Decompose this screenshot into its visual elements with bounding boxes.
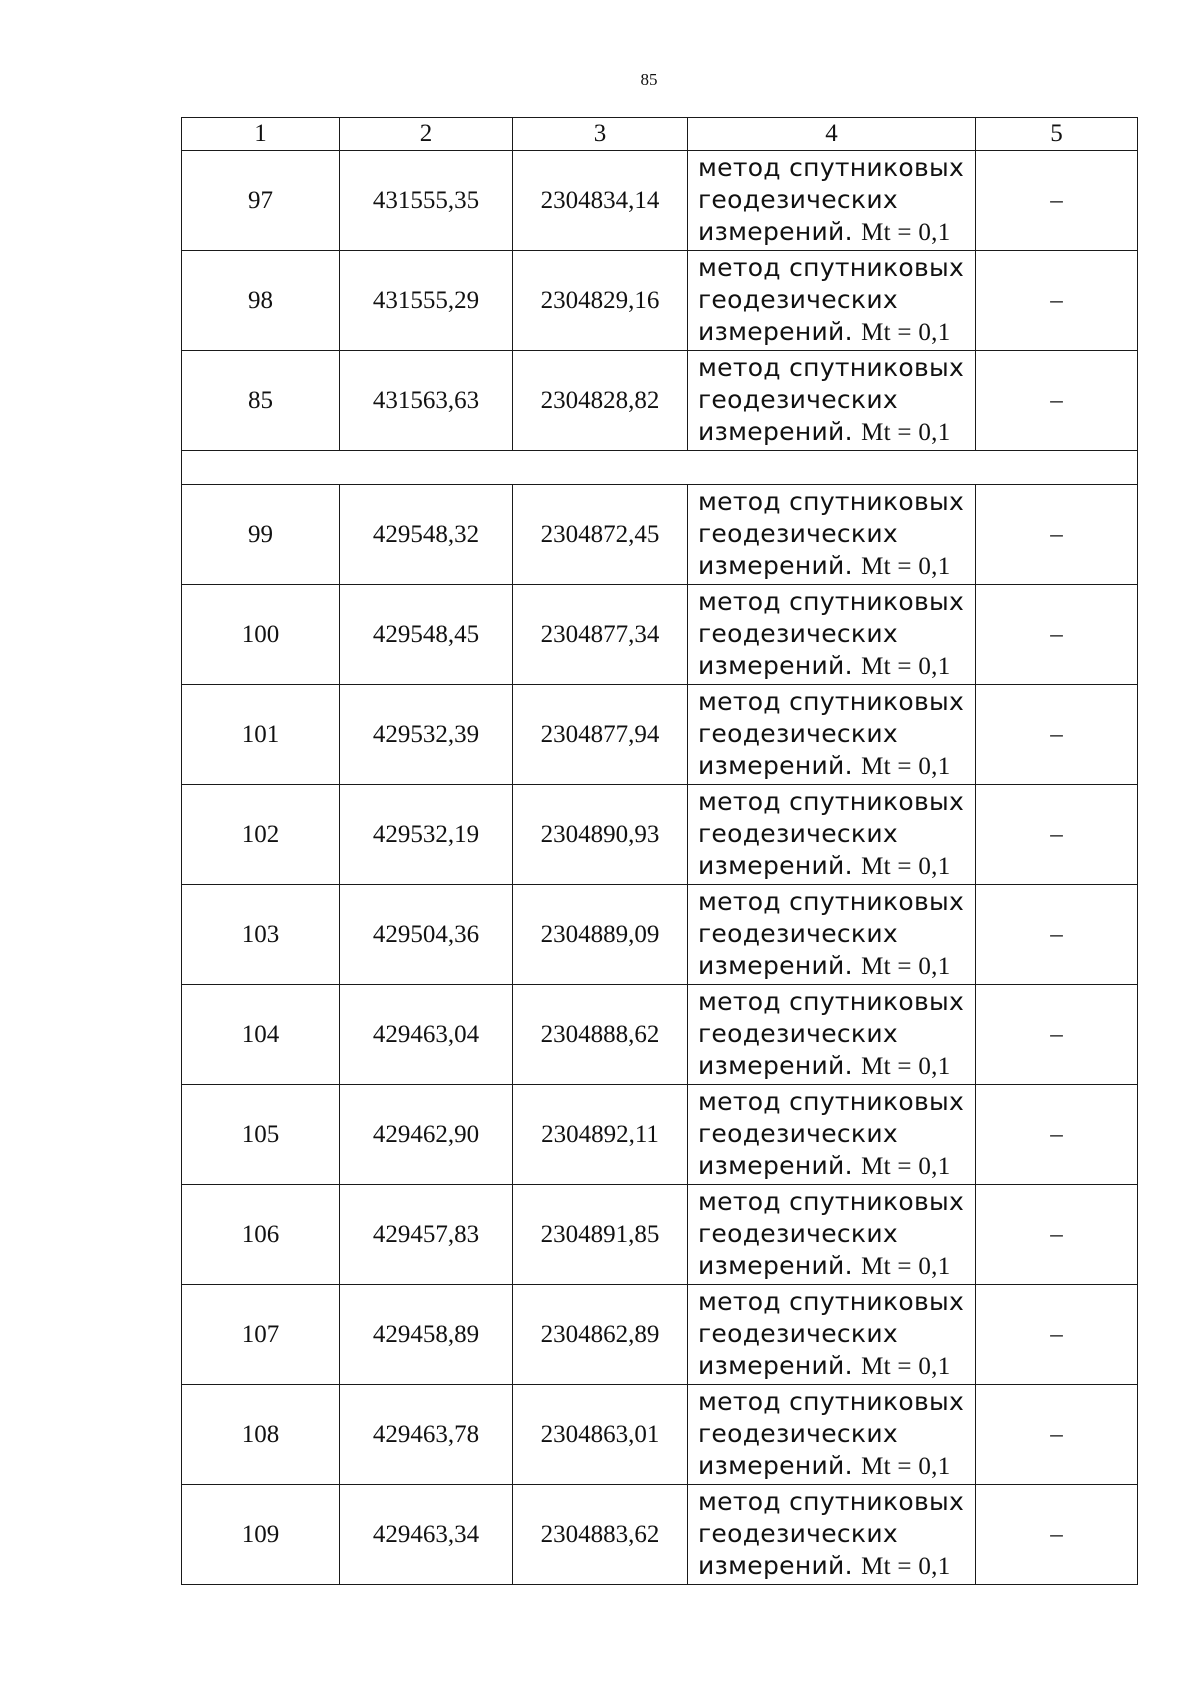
method-line: метод спутниковых — [698, 1287, 965, 1316]
coordinate-y-cell: 2304892,11 — [513, 1085, 688, 1185]
coordinate-y-cell: 2304862,89 — [513, 1285, 688, 1385]
page-number: 85 — [640, 70, 658, 89]
accuracy-value: Mt = 0,1 — [861, 553, 951, 580]
method-line: геодезических — [698, 1419, 898, 1448]
point-number-cell: 85 — [182, 351, 340, 451]
coordinate-x-cell: 429462,90 — [340, 1085, 513, 1185]
coordinate-x-cell: 429548,32 — [340, 485, 513, 585]
coordinate-x-cell: 429532,19 — [340, 785, 513, 885]
method-cell — [688, 785, 976, 885]
table-row — [182, 351, 1138, 451]
method-line: геодезических — [698, 519, 898, 548]
method-line: геодезических — [698, 619, 898, 648]
note-cell: – — [976, 985, 1138, 1085]
separator-cell — [182, 451, 1138, 485]
method-line: измерений. — [698, 417, 862, 446]
column-header: 2 — [340, 118, 513, 151]
coordinate-y-cell: 2304828,82 — [513, 351, 688, 451]
coordinate-x-cell: 429548,45 — [340, 585, 513, 685]
note-cell: – — [976, 251, 1138, 351]
method-line: геодезических — [698, 819, 898, 848]
accuracy-value: Mt = 0,1 — [861, 653, 951, 680]
point-number-cell: 105 — [182, 1085, 340, 1185]
point-number-cell: 104 — [182, 985, 340, 1085]
note-cell: – — [976, 1185, 1138, 1285]
method-line: измерений. — [698, 1451, 862, 1480]
accuracy-value: Mt = 0,1 — [861, 1453, 951, 1480]
method-line: метод спутниковых — [698, 353, 965, 382]
method-line: измерений. — [698, 1051, 862, 1080]
method-cell — [688, 251, 976, 351]
method-line: измерений. — [698, 951, 862, 980]
accuracy-value: Mt = 0,1 — [861, 1553, 951, 1580]
method-line: измерений. — [698, 551, 862, 580]
note-cell: – — [976, 1485, 1138, 1585]
note-cell: – — [976, 785, 1138, 885]
coordinate-y-cell: 2304829,16 — [513, 251, 688, 351]
coordinate-x-cell: 431563,63 — [340, 351, 513, 451]
accuracy-value: Mt = 0,1 — [861, 853, 951, 880]
method-line: измерений. — [698, 851, 862, 880]
table-row — [182, 685, 1138, 785]
method-line: метод спутниковых — [698, 253, 965, 282]
method-line: метод спутниковых — [698, 787, 965, 816]
column-header: 4 — [688, 118, 976, 151]
coordinate-x-cell: 429504,36 — [340, 885, 513, 985]
coordinate-x-cell: 429458,89 — [340, 1285, 513, 1385]
table-row — [182, 251, 1138, 351]
coordinate-y-cell: 2304834,14 — [513, 151, 688, 251]
coordinate-y-cell: 2304877,94 — [513, 685, 688, 785]
method-cell — [688, 1285, 976, 1385]
point-number-cell: 98 — [182, 251, 340, 351]
note-cell: – — [976, 1285, 1138, 1385]
coordinate-x-cell: 429463,34 — [340, 1485, 513, 1585]
method-line: геодезических — [698, 1519, 898, 1548]
coordinate-y-cell: 2304863,01 — [513, 1385, 688, 1485]
note-cell: – — [976, 1085, 1138, 1185]
coordinate-y-cell: 2304890,93 — [513, 785, 688, 885]
column-header: 3 — [513, 118, 688, 151]
table-row — [182, 151, 1138, 251]
note-cell: – — [976, 151, 1138, 251]
method-line: измерений. — [698, 1251, 862, 1280]
coordinate-x-cell: 431555,29 — [340, 251, 513, 351]
method-cell — [688, 985, 976, 1085]
table-row — [182, 1485, 1138, 1585]
method-cell — [688, 351, 976, 451]
accuracy-value: Mt = 0,1 — [861, 219, 951, 246]
table-body — [182, 151, 1138, 1585]
method-line: метод спутниковых — [698, 887, 965, 916]
note-cell: – — [976, 351, 1138, 451]
table-row — [182, 1185, 1138, 1285]
note-cell: – — [976, 1385, 1138, 1485]
method-line: метод спутниковых — [698, 1187, 965, 1216]
method-line: метод спутниковых — [698, 1487, 965, 1516]
method-cell — [688, 1485, 976, 1585]
table-row — [182, 485, 1138, 585]
coordinate-y-cell: 2304877,34 — [513, 585, 688, 685]
column-header: 1 — [182, 118, 340, 151]
method-line: геодезических — [698, 285, 898, 314]
accuracy-value: Mt = 0,1 — [861, 1353, 951, 1380]
table-row — [182, 1385, 1138, 1485]
method-line: измерений. — [698, 317, 862, 346]
point-number-cell: 100 — [182, 585, 340, 685]
table-row — [182, 785, 1138, 885]
coordinate-x-cell: 429457,83 — [340, 1185, 513, 1285]
method-line: измерений. — [698, 651, 862, 680]
point-number-cell: 101 — [182, 685, 340, 785]
method-line: метод спутниковых — [698, 1087, 965, 1116]
method-line: метод спутниковых — [698, 987, 965, 1016]
method-line: геодезических — [698, 919, 898, 948]
accuracy-value: Mt = 0,1 — [861, 319, 951, 346]
coordinate-x-cell: 429463,04 — [340, 985, 513, 1085]
method-line: геодезических — [698, 385, 898, 414]
method-line: геодезических — [698, 719, 898, 748]
coordinate-x-cell: 431555,35 — [340, 151, 513, 251]
method-line: измерений. — [698, 217, 862, 246]
method-line: геодезических — [698, 1219, 898, 1248]
coordinate-x-cell: 429463,78 — [340, 1385, 513, 1485]
coordinate-y-cell: 2304872,45 — [513, 485, 688, 585]
note-cell: – — [976, 885, 1138, 985]
accuracy-value: Mt = 0,1 — [861, 1253, 951, 1280]
coordinate-x-cell: 429532,39 — [340, 685, 513, 785]
point-number-cell: 109 — [182, 1485, 340, 1585]
method-line: геодезических — [698, 1319, 898, 1348]
table-row — [182, 1085, 1138, 1185]
coordinate-y-cell: 2304883,62 — [513, 1485, 688, 1585]
header-row — [182, 118, 1138, 151]
accuracy-value: Mt = 0,1 — [861, 1053, 951, 1080]
table-row — [182, 985, 1138, 1085]
column-header: 5 — [976, 118, 1138, 151]
method-cell — [688, 685, 976, 785]
coordinate-y-cell: 2304888,62 — [513, 985, 688, 1085]
method-line: геодезических — [698, 185, 898, 214]
accuracy-value: Mt = 0,1 — [861, 1153, 951, 1180]
point-number-cell: 97 — [182, 151, 340, 251]
method-line: геодезических — [698, 1119, 898, 1148]
table-row — [182, 1285, 1138, 1385]
method-line: метод спутниковых — [698, 687, 965, 716]
method-line: измерений. — [698, 1351, 862, 1380]
accuracy-value: Mt = 0,1 — [861, 419, 951, 446]
method-cell — [688, 1385, 976, 1485]
point-number-cell: 107 — [182, 1285, 340, 1385]
coordinate-y-cell: 2304891,85 — [513, 1185, 688, 1285]
accuracy-value: Mt = 0,1 — [861, 753, 951, 780]
method-line: метод спутниковых — [698, 487, 965, 516]
coordinates-table — [181, 117, 1138, 1585]
method-cell — [688, 485, 976, 585]
table-row — [182, 585, 1138, 685]
method-line: метод спутниковых — [698, 587, 965, 616]
method-line: геодезических — [698, 1019, 898, 1048]
method-cell — [688, 885, 976, 985]
point-number-cell: 106 — [182, 1185, 340, 1285]
coordinate-y-cell: 2304889,09 — [513, 885, 688, 985]
note-cell: – — [976, 485, 1138, 585]
method-cell — [688, 585, 976, 685]
method-cell — [688, 151, 976, 251]
note-cell: – — [976, 585, 1138, 685]
method-line: метод спутниковых — [698, 1387, 965, 1416]
method-line: метод спутниковых — [698, 153, 965, 182]
separator-row — [182, 451, 1138, 485]
point-number-cell: 102 — [182, 785, 340, 885]
method-cell — [688, 1085, 976, 1185]
point-number-cell: 99 — [182, 485, 340, 585]
table-row — [182, 885, 1138, 985]
method-line: измерений. — [698, 1551, 862, 1580]
accuracy-value: Mt = 0,1 — [861, 953, 951, 980]
point-number-cell: 108 — [182, 1385, 340, 1485]
method-line: измерений. — [698, 751, 862, 780]
note-cell: – — [976, 685, 1138, 785]
method-cell — [688, 1185, 976, 1285]
point-number-cell: 103 — [182, 885, 340, 985]
method-line: измерений. — [698, 1151, 862, 1180]
